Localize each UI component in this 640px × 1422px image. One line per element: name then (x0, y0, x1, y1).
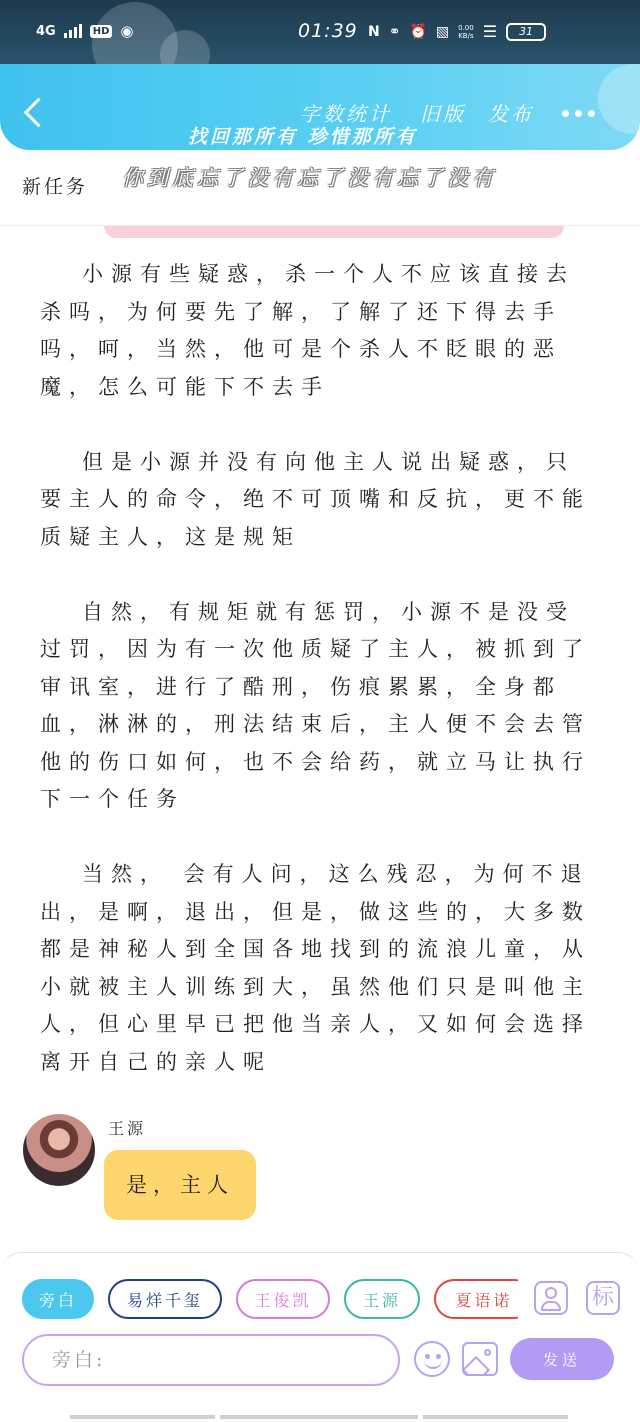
image-icon[interactable] (462, 1342, 498, 1376)
alarm-icon: ⏰ (409, 23, 427, 40)
signal-icon (64, 24, 82, 38)
nav-indicator[interactable] (220, 1415, 418, 1419)
vibrate-icon: ▧ (435, 23, 450, 40)
more-menu-icon[interactable] (562, 110, 595, 117)
network-label: 4G (36, 23, 56, 39)
role-clip (434, 1279, 518, 1319)
send-button[interactable]: 发送 (510, 1338, 614, 1380)
wifi-icon: ☰ (482, 22, 498, 41)
back-chevron-icon[interactable] (20, 94, 50, 134)
nav-indicator[interactable] (70, 1415, 215, 1419)
person-icon[interactable] (534, 1281, 568, 1315)
pink-divider (104, 226, 564, 238)
role-wangjunkai[interactable]: 王俊凯 (236, 1279, 330, 1319)
role-wangyuan[interactable]: 王源 (344, 1279, 420, 1319)
story-content (40, 256, 600, 1119)
clock: 01:39 (298, 20, 358, 42)
app-header (0, 64, 640, 150)
story-paragraph: 但是小源并没有向他主人说出疑惑，只要主人的命令，绝不可顶嘴和反抗，更不能质疑主人，这是规矩 (40, 449, 591, 549)
avatar[interactable] (23, 1114, 95, 1186)
sender-name: 王源 (108, 1119, 147, 1138)
message-input[interactable] (22, 1334, 400, 1386)
story-paragraph: 自然，有规矩就有惩罚，小源不是没受过罚，因为有一次他质疑了主人，被抓到了审讯室，进行了酷刑，伤痕累累，全身都血，淋淋的，刑法结束后，主人便不会去管他的伤口如何，也不会给药，就立马让执行下一个任务 (40, 599, 591, 811)
emoji-icon[interactable] (414, 1341, 450, 1377)
role-xiayunuo[interactable]: 夏语诺 (434, 1279, 518, 1319)
nfc-icon: N (368, 23, 380, 40)
task-label: 新任务 (22, 176, 89, 198)
status-right (368, 22, 546, 41)
role-selector (22, 1279, 518, 1319)
mark-icon[interactable]: 标 (586, 1281, 620, 1315)
header-subtitle: 找回那所有 珍惜那所有 (188, 126, 418, 148)
status-bar (0, 0, 640, 68)
speed-unit: KB/s (458, 31, 474, 40)
message-bubble[interactable]: 是，主人 (104, 1150, 256, 1220)
old-version-button[interactable]: 旧版 (420, 102, 466, 126)
role-yiyangqianxi[interactable]: 易烊千玺 (108, 1279, 222, 1319)
battery-icon: 31 (506, 23, 546, 41)
nav-indicator[interactable] (423, 1415, 568, 1419)
word-count-button[interactable]: 字数统计 (300, 102, 392, 126)
story-paragraph: 当然， 会有人问，这么残忍，为何不退出，是啊，退出，但是，做这些的，大多数都是神秘人到全国各地找到的流浪儿童，从小就被主人训练到大，虽然他们只是叫他主人，但心里早已把他当亲人，又如何会选择离开自己的亲人呢 (40, 862, 591, 1074)
nav-bar (0, 1388, 640, 1422)
publish-button[interactable]: 发布 (488, 102, 534, 126)
decor-bubble (598, 64, 640, 134)
speed-value: 0.00 (458, 23, 474, 32)
story-paragraph: 小源有些疑惑，杀一个人不应该直接去杀吗，为何要先了解，了解了还下得去手吗，呵，当然，他可是个杀人不眨眼的恶魔，怎么可能下不去手 (40, 262, 575, 399)
task-description: 你到底忘了没有忘了没有忘了没有 (122, 166, 497, 190)
task-row (0, 150, 640, 226)
status-left (36, 22, 133, 40)
notification-icon: ◉ (120, 22, 134, 40)
headphones-icon: ⚭ (388, 23, 401, 40)
role-narrator[interactable]: 旁白 (22, 1279, 94, 1319)
hd-badge: HD (90, 25, 113, 38)
network-speed (458, 24, 474, 40)
